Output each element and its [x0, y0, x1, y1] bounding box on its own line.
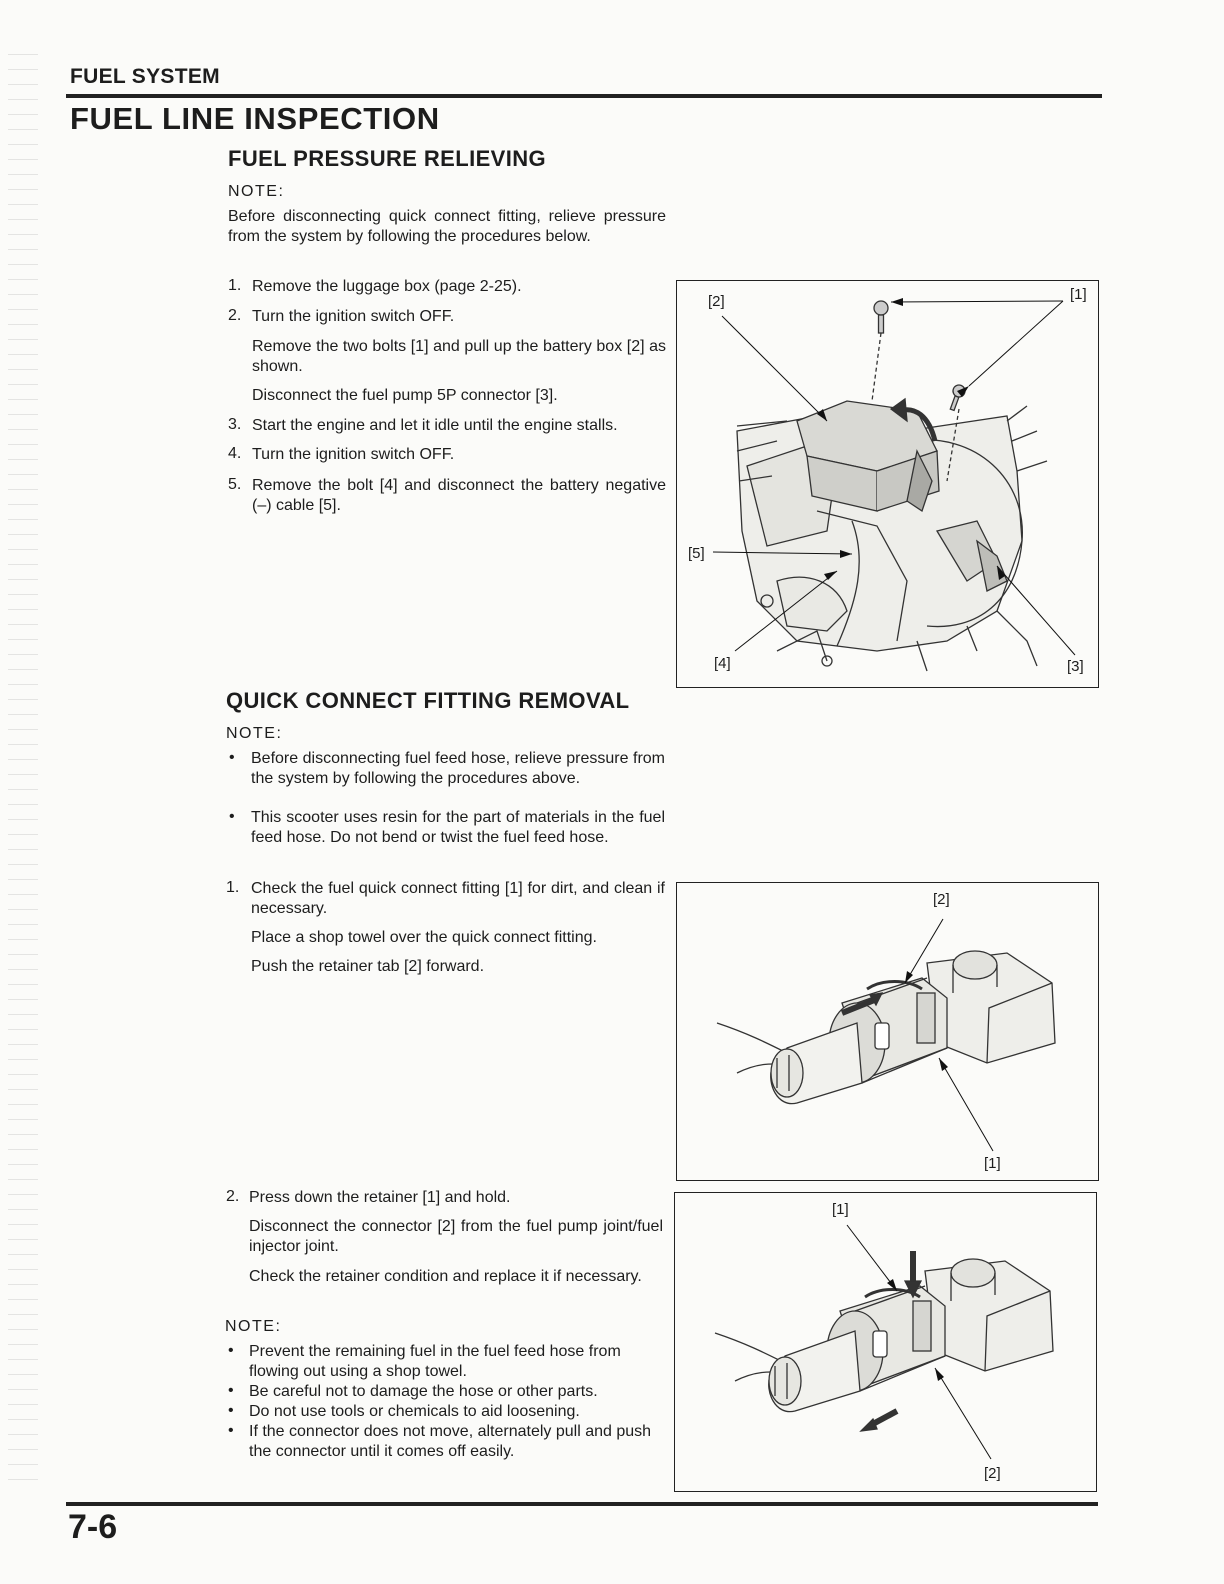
step-text: Press down the retainer [1] and hold.	[249, 1189, 511, 1206]
footer-rule	[66, 1502, 1098, 1506]
figure-battery-box	[676, 280, 1099, 688]
callout-label: [2]	[984, 1465, 1001, 1482]
callout-label: [1]	[984, 1155, 1001, 1172]
note-label-1: NOTE:	[228, 183, 285, 200]
step-number: 1.	[228, 277, 242, 294]
figure-retainer-tab	[676, 882, 1099, 1181]
step-text: Start the engine and let it idle until the engine stalls.	[252, 417, 618, 434]
step-text: Remove the bolt [4] and disconnect the battery negative (–) cable [5].	[252, 477, 666, 514]
quick-connect-illustration-1	[677, 883, 1098, 1180]
callout-label: [2]	[708, 293, 725, 310]
bullet-marker: •	[228, 1342, 234, 1359]
step-number: 3.	[228, 416, 242, 433]
step-detail: Check the retainer condition and replace it if necessary.	[249, 1268, 642, 1285]
step-text: Turn the ignition switch OFF.	[252, 446, 455, 463]
step-text: Remove the luggage box (page 2-25).	[252, 278, 522, 295]
note-bullet: Be careful not to damage the hose or other parts.	[249, 1383, 598, 1400]
subheading-removal: QUICK CONNECT FITTING REMOVAL	[226, 688, 630, 713]
note-bullet: If the connector does not move, alternately pull and push the connector until it comes off easily.	[249, 1423, 652, 1460]
bullet-marker: •	[228, 1382, 234, 1399]
note-bullet: This scooter uses resin for the part of materials in the fuel feed hose. Do not bend or twist the fuel feed hose.	[251, 809, 665, 846]
scan-noise	[8, 40, 38, 1490]
bullet-marker: •	[228, 1402, 234, 1419]
bullet-marker: •	[229, 749, 235, 766]
step-detail: Place a shop towel over the quick connect fitting.	[251, 929, 597, 946]
note-label-2: NOTE:	[226, 725, 283, 742]
page-number: 7-6	[68, 1508, 118, 1546]
callout-label: [1]	[832, 1201, 849, 1218]
quick-connect-illustration-2	[675, 1193, 1096, 1491]
step-detail: Remove the two bolts [1] and pull up the battery box [2] as shown.	[252, 338, 666, 375]
page-title: FUEL LINE INSPECTION	[70, 101, 440, 136]
step-detail: Disconnect the fuel pump 5P connector [3].	[252, 387, 558, 404]
step-text: Turn the ignition switch OFF.	[252, 308, 455, 325]
step-text: Check the fuel quick connect fitting [1] for dirt, and clean if necessary.	[251, 880, 665, 917]
header-rule	[66, 94, 1102, 98]
callout-label: [3]	[1067, 658, 1084, 675]
step-number: 1.	[226, 879, 240, 896]
battery-box-illustration	[677, 281, 1098, 687]
step-detail: Push the retainer tab [2] forward.	[251, 958, 485, 975]
bullet-marker: •	[229, 808, 235, 825]
step-number: 2.	[226, 1188, 240, 1205]
section-header: FUEL SYSTEM	[70, 65, 220, 88]
callout-label: [2]	[933, 891, 950, 908]
note-bullet: Before disconnecting fuel feed hose, relieve pressure from the system by following the procedures above.	[251, 750, 665, 787]
subheading-pressure: FUEL PRESSURE RELIEVING	[228, 146, 547, 171]
note-text-1: Before disconnecting quick connect fitting, relieve pressure from the system by following the procedures below.	[228, 208, 666, 245]
figure-disconnect	[674, 1192, 1097, 1492]
note-bullet: Prevent the remaining fuel in the fuel feed hose from flowing out using a shop towel.	[249, 1343, 621, 1380]
bullet-marker: •	[228, 1422, 234, 1439]
callout-label: [1]	[1070, 286, 1087, 303]
step-number: 5.	[228, 476, 242, 493]
step-detail: Disconnect the connector [2] from the fuel pump joint/fuel injector joint.	[249, 1218, 663, 1255]
note-label-3: NOTE:	[225, 1318, 282, 1335]
step-number: 2.	[228, 307, 242, 324]
step-number: 4.	[228, 445, 242, 462]
callout-label: [5]	[688, 545, 705, 562]
note-bullet: Do not use tools or chemicals to aid loosening.	[249, 1403, 580, 1420]
callout-label: [4]	[714, 655, 731, 672]
